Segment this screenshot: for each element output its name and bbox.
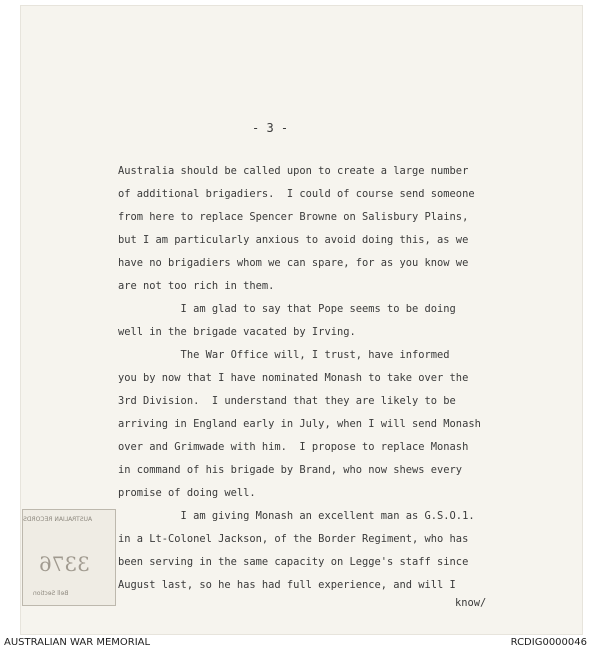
text-line: Australia should be called upon to create a large number (118, 165, 469, 177)
text-line: The War Office will, I trust, have informed (118, 349, 450, 361)
archive-stamp (22, 509, 116, 606)
text-line: arriving in England early in July, when I will send Monash (118, 418, 481, 430)
text-line: promise of doing well. (118, 487, 256, 499)
footer-reference: RCDIG0000046 (510, 637, 587, 648)
text-line: I am giving Monash an excellent man as G.S.O.1. (118, 510, 475, 522)
text-line: have no brigadiers whom we can spare, for as you know we (118, 257, 469, 269)
text-line: from here to replace Spencer Browne on Salisbury Plains, (118, 211, 469, 223)
continuation-word: know/ (455, 597, 487, 609)
text-line: over and Grimwade with him. I propose to replace Monash (118, 441, 469, 453)
text-line: August last, so he has had full experience, and will I (118, 579, 456, 591)
stamp-footer: Bell Section (33, 590, 69, 597)
text-line: in a Lt-Colonel Jackson, of the Border Regiment, who has (118, 533, 469, 545)
stamp-header: AUSTRALIAN RECORDS (23, 516, 93, 523)
footer-institution: AUSTRALIAN WAR MEMORIAL (4, 637, 151, 648)
text-line: well in the brigade vacated by Irving. (118, 326, 356, 338)
text-line: are not too rich in them. (118, 280, 275, 292)
text-line: in command of his brigade by Brand, who now shews every (118, 464, 463, 476)
text-line: I am glad to say that Pope seems to be doing (118, 303, 456, 315)
stamp-number: 3376 (39, 552, 90, 576)
page-number: - 3 - (252, 121, 289, 135)
text-line: 3rd Division. I understand that they are likely to be (118, 395, 456, 407)
text-line: but I am particularly anxious to avoid doing this, as we (118, 234, 469, 246)
text-line: you by now that I have nominated Monash to take over the (118, 372, 469, 384)
text-line: been serving in the same capacity on Legge's staff since (118, 556, 469, 568)
text-line: of additional brigadiers. I could of course send someone (118, 188, 475, 200)
